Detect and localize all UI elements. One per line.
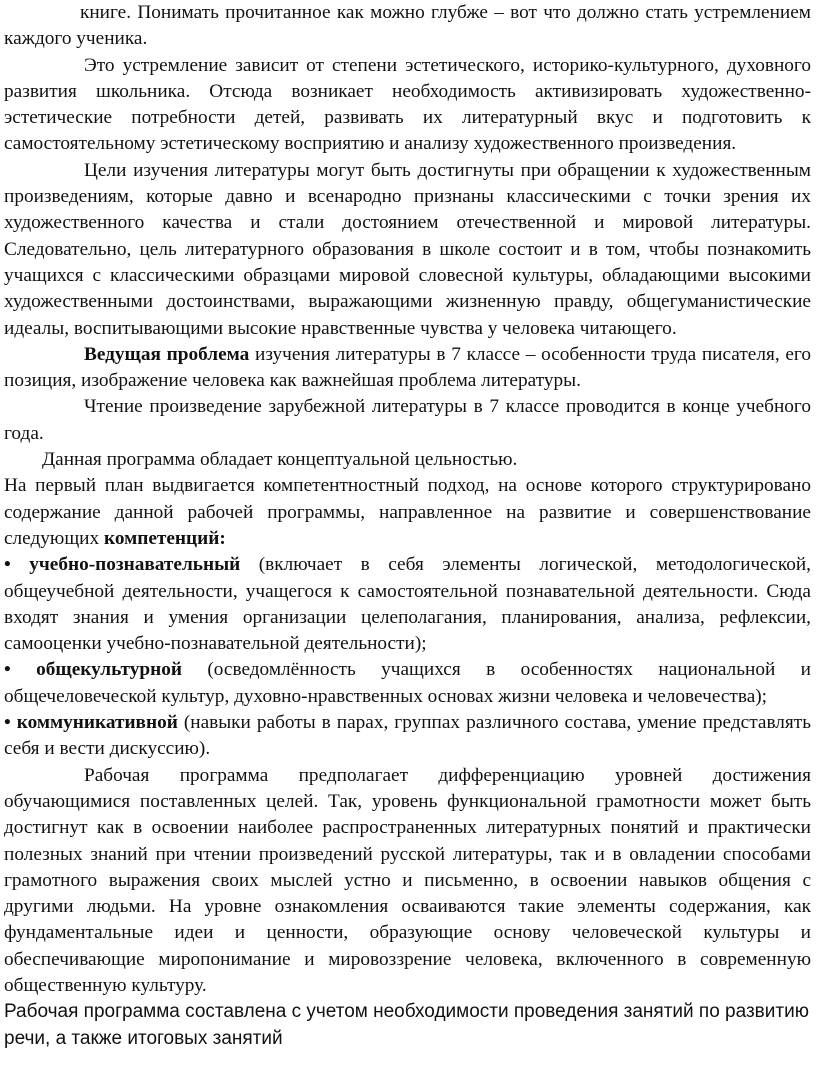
bullet-general-cultural-text: (осведомлённость учащихся в особенностях национальной и общечеловеческой культур, духовно-нравственных основах жизни человека и человечества);	[4, 659, 811, 707]
competences-text: На первый план выдвигается компетентностный подход, на основе которого структурировано содержание данной рабочей программы, направленное на развитие и совершенствование следующих	[4, 475, 811, 549]
bullet-educational-label: • учебно-познавательный	[4, 554, 241, 576]
bullet-communicative-label: • коммуникативной	[4, 712, 178, 734]
paragraph-aspiration: Это устремление зависит от степени эстетического, историко-культурного, духовного развития школьника. Отсюда возникает необходимость активизировать художественно-эстетические потребности детей, развивать их литературный вкус и подготовить к самостоятельному эстетическому восприятию и анализу художественного произведения.	[4, 54, 811, 155]
bullet-general-cultural	[4, 657, 811, 710]
paragraph-competences	[4, 473, 811, 552]
bullet-educational	[4, 552, 811, 657]
bullet-educational-text: (включает в себя элементы логической, методологической, общеучебной деятельности, учащегося к самостоятельной познавательной деятельности. Сюда входят знания и умения организации целеполагания, планирования, анализа, рефлексии, самооценки учебно-познавательной деятельности);	[4, 554, 811, 655]
bullet-communicative	[4, 710, 811, 763]
paragraph-leading-problem	[4, 342, 811, 395]
paragraph-speech-development: Рабочая программа составлена с учетом необходимости проведения занятий по развитию речи, а также итоговых занятий	[4, 1001, 809, 1049]
paragraph-foreign-literature: Чтение произведение зарубежной литературы в 7 классе проводится в конце учебного года.	[4, 396, 811, 444]
paragraph-goals: Цели изучения литературы могут быть достигнуты при обращении к художественным произведениям, которые давно и всенародно признаны классическими с точки зрения их художественного качества и стали достоянием отечественной и мировой литературы. Следовательно, цель литературного образования в школе состоит и в том, чтобы познакомить учащихся с классическими образцами мировой словесной культуры, обладающими высокими художественными достоинствами, выражающими жизненную правду, общегуманистические идеалы, воспитывающими высокие нравственные чувства у человека читающего.	[4, 159, 811, 339]
leading-problem-label: Ведущая проблема	[84, 343, 250, 365]
paragraph-continuation: книге. Понимать прочитанное как можно глубже – вот что должно стать устремлением каждого ученика.	[4, 2, 811, 50]
bullet-communicative-text: (навыки работы в парах, группах различного состава, умение представлять себя и вести дискуссию).	[4, 712, 811, 760]
paragraph-conceptual: Данная программа обладает концептуальной цельностью.	[42, 449, 518, 471]
bullet-general-cultural-label: • общекультурной	[4, 659, 182, 681]
paragraph-differentiation: Рабочая программа предполагает дифференциацию уровней достижения обучающимися поставленных целей. Так, уровень функциональной грамотности может быть достигнут как в освоении наиболее распространенных литературных понятий и практически полезных знаний при чтении произведений русской литературы, так и в овладении способами грамотного выражения своих мыслей устно и письменно, в освоении навыков общения с другими людьми. На уровне ознакомления осваиваются такие элементы содержания, как фундаментальные идеи и ценности, образующие основу человеческой культуры и обеспечивающие миропонимание и мировоззрение человека, включенного в современную общественную культуру.	[4, 764, 811, 996]
competences-label: компетенций:	[103, 527, 226, 549]
leading-problem-text: изучения литературы в 7 классе – особенности труда писателя, его позиция, изображение человека как важнейшая проблема литературы.	[4, 343, 811, 392]
